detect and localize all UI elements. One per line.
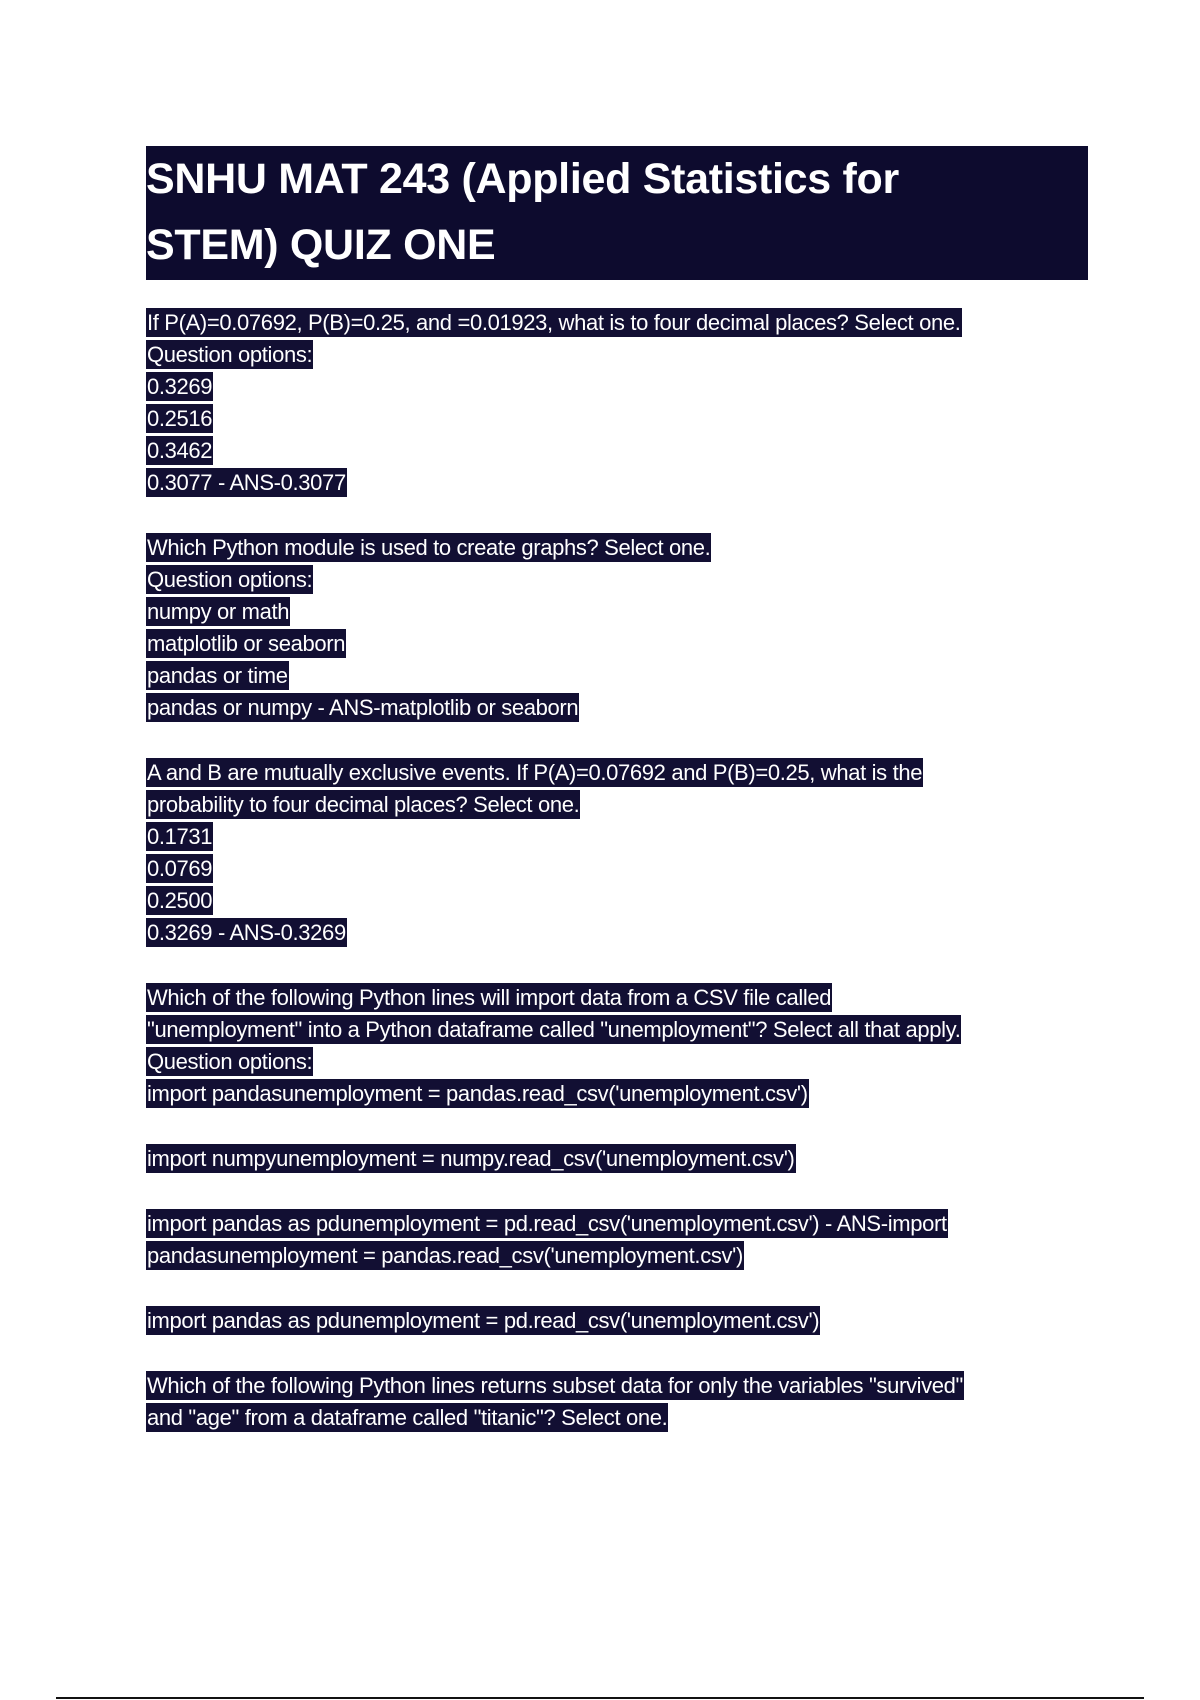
question-block-4 bbox=[146, 982, 1106, 1337]
question-2-option-3: pandas or time bbox=[147, 663, 288, 688]
question-block-2 bbox=[146, 532, 1106, 724]
spacer bbox=[146, 1272, 1106, 1305]
spacer bbox=[146, 724, 1106, 757]
question-4-option-1: import pandasunemployment = pandas.read_csv('unemployment.csv') bbox=[147, 1081, 808, 1106]
question-4-option-3-line-1: import pandas as pdunemployment = pd.read_csv('unemployment.csv') - ANS-import bbox=[147, 1211, 947, 1236]
question-5-text-line-1: Which of the following Python lines returns subset data for only the variables "survived" bbox=[147, 1373, 964, 1398]
question-1-option-2: 0.2516 bbox=[147, 406, 213, 431]
page-bottom-rule bbox=[56, 1697, 1144, 1699]
question-1-option-4-answer: 0.3077 - ANS-0.3077 bbox=[147, 470, 346, 495]
question-1-option-3: 0.3462 bbox=[147, 438, 213, 463]
spacer bbox=[146, 1175, 1106, 1208]
question-5-text-line-2: and "age" from a dataframe called "titanic"? Select one. bbox=[147, 1405, 668, 1430]
question-3-text-line-2: probability to four decimal places? Select one. bbox=[147, 792, 580, 817]
question-2-option-2: matplotlib or seaborn bbox=[147, 631, 346, 656]
question-3-option-3: 0.2500 bbox=[147, 888, 213, 913]
question-4-options-label: Question options: bbox=[147, 1049, 313, 1074]
question-1-options-label: Question options: bbox=[147, 342, 313, 367]
question-3-text-line-1: A and B are mutually exclusive events. If P(A)=0.07692 and P(B)=0.25, what is the bbox=[147, 760, 923, 785]
question-3-option-4-answer: 0.3269 - ANS-0.3269 bbox=[147, 920, 346, 945]
question-2-text: Which Python module is used to create graphs? Select one. bbox=[147, 535, 711, 560]
spacer bbox=[146, 499, 1106, 532]
page-title-line-2: STEM) QUIZ ONE bbox=[146, 221, 496, 269]
question-4-text-line-2: "unemployment" into a Python dataframe called "unemployment"? Select all that apply. bbox=[147, 1017, 961, 1042]
question-4-option-4: import pandas as pdunemployment = pd.read_csv('unemployment.csv') bbox=[147, 1308, 820, 1333]
question-4-text-line-1: Which of the following Python lines will import data from a CSV file called bbox=[147, 985, 832, 1010]
question-1-text: If P(A)=0.07692, P(B)=0.25, and =0.01923, what is to four decimal places? Select one. bbox=[147, 310, 961, 335]
question-2-option-4-answer: pandas or numpy - ANS-matplotlib or seaborn bbox=[147, 695, 579, 720]
question-4-option-3-line-2: pandasunemployment = pandas.read_csv('unemployment.csv') bbox=[147, 1243, 743, 1268]
question-3-option-2: 0.0769 bbox=[147, 856, 213, 881]
spacer bbox=[146, 949, 1106, 982]
question-block-5 bbox=[146, 1370, 1106, 1434]
quiz-content bbox=[146, 307, 1106, 1434]
question-block-1 bbox=[146, 307, 1106, 499]
question-3-option-1: 0.1731 bbox=[147, 824, 213, 849]
page-title-line-1: SNHU MAT 243 (Applied Statistics for bbox=[146, 155, 899, 203]
spacer bbox=[146, 1337, 1106, 1370]
title-banner bbox=[146, 146, 1088, 280]
question-4-option-2: import numpyunemployment = numpy.read_csv('unemployment.csv') bbox=[147, 1146, 795, 1171]
question-1-option-1: 0.3269 bbox=[147, 374, 213, 399]
question-block-3 bbox=[146, 757, 1106, 949]
spacer bbox=[146, 1110, 1106, 1143]
question-2-option-1: numpy or math bbox=[147, 599, 290, 624]
question-2-options-label: Question options: bbox=[147, 567, 313, 592]
